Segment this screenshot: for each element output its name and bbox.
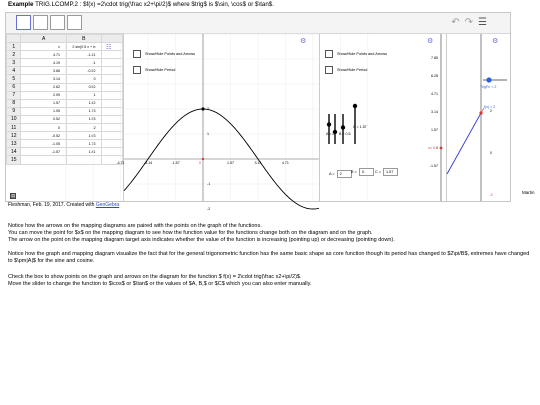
row-number[interactable]: 2 bbox=[7, 51, 21, 59]
row-number[interactable]: 12 bbox=[7, 132, 21, 140]
row-number[interactable]: 10 bbox=[7, 115, 21, 123]
instruction-paragraph bbox=[8, 274, 533, 288]
cell-a[interactable]: -0.52 bbox=[21, 132, 66, 140]
table-row bbox=[7, 156, 123, 164]
undo-icon[interactable]: ↶ bbox=[451, 17, 465, 28]
x-tick-label: 3.14 bbox=[254, 161, 262, 165]
direction-arrow-icon bbox=[481, 108, 484, 113]
cell-b[interactable]: 2 bbox=[66, 124, 101, 132]
x-tick-label: 1.57 bbox=[226, 161, 234, 165]
checkbox-label: Show/Hide Period bbox=[145, 68, 176, 72]
caption-text: Fleshman, Feb. 19, 2017. Created with bbox=[8, 202, 96, 208]
cell-a[interactable]: 2.09 bbox=[21, 91, 66, 99]
checkbox-box[interactable] bbox=[133, 66, 141, 74]
spreadsheet-table bbox=[6, 34, 123, 165]
cell-a[interactable]: 3.14 bbox=[21, 75, 66, 83]
cell-a[interactable] bbox=[21, 156, 66, 164]
tool-point-button[interactable] bbox=[33, 15, 48, 30]
cell-b[interactable]: -1.41 bbox=[66, 51, 101, 59]
row-number[interactable]: 11 bbox=[7, 124, 21, 132]
toolbar bbox=[6, 13, 510, 34]
input-c-label: C = bbox=[375, 170, 382, 174]
table-row bbox=[7, 107, 123, 115]
checkbox-points-mapping[interactable] bbox=[325, 50, 387, 58]
cell-a[interactable]: 2.62 bbox=[21, 83, 66, 91]
slider-a-label: A = 2 bbox=[326, 132, 335, 136]
cell-a[interactable]: 1.05 bbox=[21, 107, 66, 115]
cell-a[interactable]: 0.52 bbox=[21, 115, 66, 123]
mapping-tick-label: 1.57 bbox=[431, 128, 438, 132]
table-row bbox=[7, 132, 123, 140]
page-title: Example TRIG.LCOMP.2 : $f(x) =2\cdot trig(\frac x2+\pi/2)$ where $trig$ is $\sin, \cos$ or $\tan$. bbox=[8, 1, 274, 8]
column-header-c[interactable] bbox=[101, 35, 122, 43]
table-row bbox=[7, 115, 123, 123]
mapping-x-point bbox=[440, 147, 443, 150]
target-canvas[interactable] bbox=[447, 34, 510, 201]
cell-c[interactable] bbox=[101, 83, 122, 91]
cell-b[interactable]: 0 bbox=[66, 75, 101, 83]
cell-b[interactable]: -0.52 bbox=[66, 67, 101, 75]
cell-c[interactable] bbox=[101, 51, 122, 59]
checkbox-points-graph[interactable] bbox=[133, 50, 195, 58]
geogebra-logo-icon: ▤ bbox=[11, 193, 16, 198]
x-tick-label: -1.57 bbox=[171, 161, 180, 165]
x-tick-label: 0 bbox=[199, 161, 201, 165]
mapping-style-icon[interactable]: ⚙ bbox=[427, 38, 434, 45]
cell-a[interactable]: x bbox=[21, 43, 66, 51]
input-b-field[interactable]: 0. bbox=[359, 168, 374, 176]
notice-line-1: Notice how the arrows on the mapping diagrams are paired with the points on the graph of the functions. bbox=[8, 223, 262, 229]
slider-b-label: B = 0.5 bbox=[339, 132, 351, 136]
table-row bbox=[7, 140, 123, 148]
cell-c[interactable] bbox=[101, 148, 122, 156]
row-number[interactable]: 15 bbox=[7, 156, 21, 164]
geogebra-link[interactable]: GeoGebra bbox=[95, 202, 120, 208]
tool-polygon-button[interactable] bbox=[67, 15, 82, 30]
notice-paragraph-1 bbox=[8, 223, 533, 244]
slider-c-label: C = 1.57 bbox=[353, 125, 367, 129]
cell-b[interactable]: 1.73 bbox=[66, 107, 101, 115]
slider-c-handle bbox=[341, 125, 345, 129]
table-row bbox=[7, 59, 123, 67]
row-number[interactable]: 8 bbox=[7, 99, 21, 107]
row-number[interactable]: 5 bbox=[7, 75, 21, 83]
table-row bbox=[7, 148, 123, 156]
cell-b[interactable]: -1 bbox=[66, 59, 101, 67]
mapping-tick-label: -1.57 bbox=[429, 164, 438, 168]
mapping-tick-label: 7.85 bbox=[431, 56, 438, 60]
cell-c[interactable] bbox=[101, 67, 122, 75]
target-style-icon[interactable]: ⚙ bbox=[492, 38, 499, 45]
input-c-field[interactable]: 1.57 bbox=[383, 168, 398, 176]
redo-icon[interactable]: ↷ bbox=[464, 17, 479, 28]
cell-a[interactable]: -1.05 bbox=[21, 140, 66, 148]
slider-a-handle bbox=[327, 122, 331, 126]
x-tick-label: -3.14 bbox=[143, 161, 153, 165]
cell-c[interactable] bbox=[101, 43, 122, 51]
mapping-tick-label: 3.14 bbox=[431, 110, 438, 114]
input-a[interactable] bbox=[329, 170, 352, 178]
graph-canvas[interactable] bbox=[116, 34, 319, 211]
graphics-view-1[interactable] bbox=[116, 34, 320, 211]
cell-b[interactable]: 1 bbox=[66, 91, 101, 99]
table-row bbox=[7, 51, 123, 59]
mapping-arrow bbox=[447, 113, 481, 174]
checkbox-label: Show/Hide Period bbox=[337, 68, 368, 72]
spreadsheet-style-icon[interactable]: ☷ bbox=[106, 45, 112, 51]
x-tick-label: 4.71 bbox=[281, 161, 289, 165]
target-tick-label: 0 bbox=[490, 151, 492, 155]
y-tick-label: -2 bbox=[207, 207, 211, 211]
trig-slider-label: TrigFn = 2 bbox=[480, 85, 497, 89]
instruction-line-2: Move the slider to change the function to $\cos$ or $\tan$ or the values of $A, B,$ or $C$ which you can also enter manually. bbox=[8, 281, 312, 288]
y-tick-label: 2 bbox=[207, 107, 209, 111]
tool-move-button[interactable] bbox=[16, 15, 31, 30]
cell-b[interactable] bbox=[66, 156, 101, 164]
cell-a[interactable]: -1.57 bbox=[21, 148, 66, 156]
cell-b[interactable]: 1.93 bbox=[66, 115, 101, 123]
mapping-tick-label: 6.28 bbox=[431, 74, 438, 78]
cell-c[interactable] bbox=[101, 99, 122, 107]
caption bbox=[8, 202, 119, 208]
trig-slider-handle bbox=[486, 77, 491, 82]
row-number[interactable]: 14 bbox=[7, 148, 21, 156]
target-tick-label: -2 bbox=[489, 193, 493, 197]
cell-b[interactable]: 1.42 bbox=[66, 99, 101, 107]
checkbox-box[interactable] bbox=[325, 66, 333, 74]
row-number[interactable]: 4 bbox=[7, 67, 21, 75]
notice-paragraph-2 bbox=[8, 251, 533, 265]
slider-c-top-handle bbox=[353, 104, 357, 108]
table-row bbox=[7, 75, 123, 83]
spreadsheet-view[interactable] bbox=[6, 34, 124, 201]
table-row bbox=[7, 67, 123, 75]
x-tick-label: -4.71 bbox=[116, 161, 125, 165]
checkbox-period-mapping[interactable] bbox=[325, 66, 367, 74]
input-b-label: B = bbox=[351, 170, 357, 174]
mapping-x-label: x= 0 bbox=[428, 146, 435, 150]
mapping-tick-label: 0 bbox=[436, 146, 438, 150]
column-header-a[interactable]: A bbox=[21, 35, 66, 43]
checkbox-box[interactable] bbox=[325, 50, 333, 58]
checkbox-label: Show/Hide Points and Arrows bbox=[337, 52, 388, 56]
target-tick-label: 2 bbox=[490, 109, 492, 113]
instruction-line-1: Check the box to show points on the graph and arrows on the diagram for the function $ f(x) = 2\cdot trig(\frac x2+\pi/2)$. bbox=[8, 274, 302, 280]
tool-line-button[interactable] bbox=[50, 15, 65, 30]
row-number[interactable]: 9 bbox=[7, 107, 21, 115]
spreadsheet-header-row bbox=[7, 35, 123, 43]
table-row bbox=[7, 99, 123, 107]
graphics-style-icon[interactable]: ⚙ bbox=[300, 38, 307, 45]
y-tick-label: -1 bbox=[207, 182, 211, 186]
notice-line-2: You can move the point for $x$ on the mapping diagram to see how the function value for the functions change both on the diagram and on the graph. bbox=[8, 230, 373, 237]
cell-c[interactable] bbox=[101, 124, 122, 132]
cell-c[interactable] bbox=[101, 107, 122, 115]
cell-c[interactable] bbox=[101, 91, 122, 99]
notice-line-3: The arrow on the point on the mapping diagram target axis indicates whether the value of the function is increasing (pointing up) or decreasing (pointing down). bbox=[8, 237, 395, 244]
cell-b[interactable]: 1.41 bbox=[66, 148, 101, 156]
cell-a[interactable]: 4.71 bbox=[21, 51, 66, 59]
cell-b[interactable]: 1.93 bbox=[66, 132, 101, 140]
notice-line-4: Notice how the graph and mapping diagram visualize the fact that for the general trigonometric function has the same basic shape as core function though its period has changed to $2\pi/B$, extremes have changed to $\pm|A|$ for the sine and cosine. bbox=[8, 251, 530, 265]
corner-cell bbox=[7, 35, 21, 43]
cell-a[interactable]: 3.66 bbox=[21, 67, 66, 75]
cell-c[interactable] bbox=[101, 75, 122, 83]
cell-a[interactable]: 0 bbox=[21, 124, 66, 132]
cell-c[interactable] bbox=[101, 132, 122, 140]
menu-icon[interactable]: ☰ bbox=[478, 17, 492, 28]
row-number[interactable]: 6 bbox=[7, 83, 21, 91]
row-number[interactable]: 13 bbox=[7, 140, 21, 148]
row-number[interactable]: 1 bbox=[7, 43, 21, 51]
cell-c[interactable] bbox=[101, 59, 122, 67]
row-number[interactable]: 3 bbox=[7, 59, 21, 67]
input-a-label: A = bbox=[329, 172, 335, 176]
mapping-tick-label: 4.71 bbox=[431, 92, 438, 96]
table-row bbox=[7, 91, 123, 99]
cell-b[interactable]: 2 sin(0.5 x + π bbox=[66, 43, 101, 51]
y-tick-label: 1 bbox=[207, 132, 209, 136]
x-point bbox=[202, 158, 204, 160]
input-b[interactable] bbox=[351, 168, 374, 176]
cell-c[interactable] bbox=[101, 115, 122, 123]
checkbox-box[interactable] bbox=[133, 50, 141, 58]
table-row bbox=[7, 124, 123, 132]
input-c[interactable] bbox=[375, 168, 398, 176]
input-a-field[interactable]: 2 bbox=[337, 170, 352, 178]
table-row bbox=[7, 83, 123, 91]
target-view[interactable] bbox=[447, 34, 510, 201]
cell-b[interactable]: 0.52 bbox=[66, 83, 101, 91]
row-number[interactable]: 7 bbox=[7, 91, 21, 99]
graph-point bbox=[201, 107, 204, 110]
cell-b[interactable]: 1.73 bbox=[66, 140, 101, 148]
target-fx-label: f(x) = 2 bbox=[484, 105, 496, 109]
column-header-b[interactable]: B bbox=[66, 35, 101, 43]
checkbox-period-graph[interactable] bbox=[133, 66, 175, 74]
cell-a[interactable]: 4.19 bbox=[21, 59, 66, 67]
cell-c[interactable] bbox=[101, 140, 122, 148]
checkbox-label: Show/Hide Points and Arrows bbox=[145, 52, 196, 56]
cell-a[interactable]: 1.57 bbox=[21, 99, 66, 107]
side-author: Martin bbox=[522, 190, 535, 195]
mapping-diagram-view[interactable] bbox=[320, 34, 447, 201]
